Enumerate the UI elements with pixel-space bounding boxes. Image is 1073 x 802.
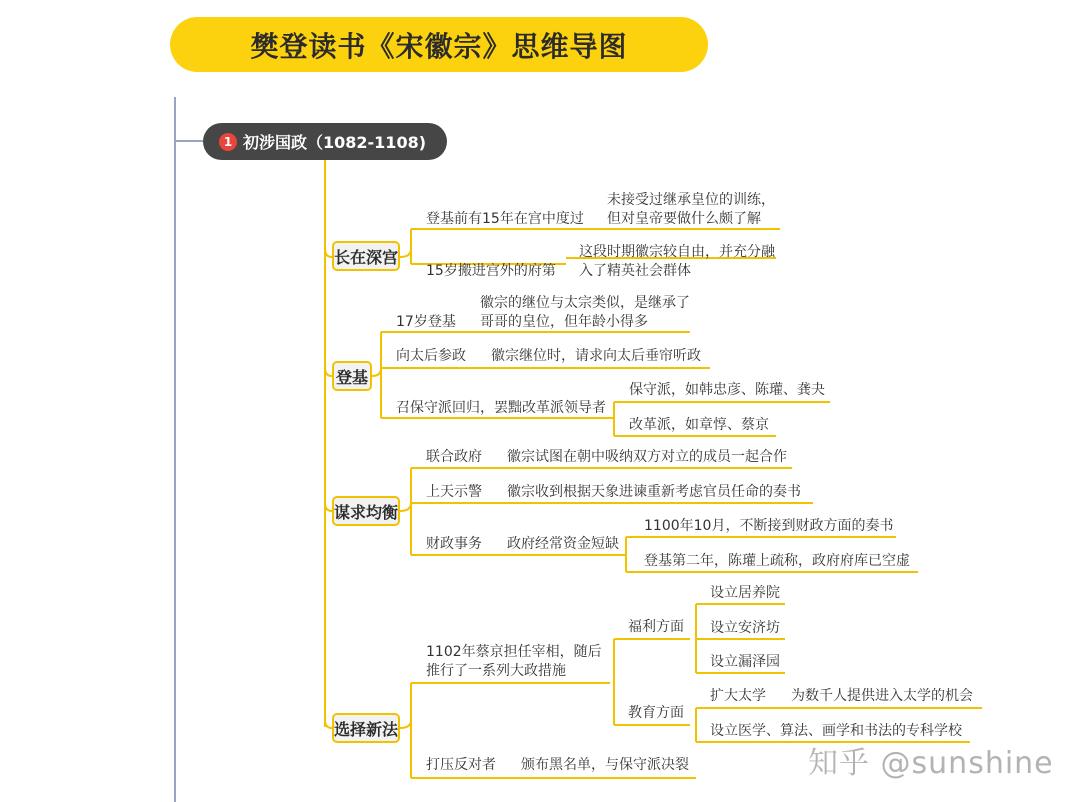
branch-node[interactable]: 登基前有15年在宫中度过	[426, 211, 584, 227]
leaf-node[interactable]: 改革派，如章惇、蔡京	[629, 417, 769, 433]
section-node-2[interactable]: 登基	[332, 361, 372, 391]
s1-box-link	[400, 249, 411, 257]
root-to-s2-link	[325, 368, 332, 376]
detail-node[interactable]: 徽宗试图在朝中吸纳双方对立的成员一起合作	[507, 449, 787, 465]
group-node[interactable]: 教育方面	[628, 705, 684, 721]
leaf-node[interactable]: 设立漏泽园	[710, 654, 780, 670]
branch-line: 推行了一系列大政措施	[426, 663, 566, 679]
detail-node[interactable]	[607, 191, 775, 229]
root-to-s3-link	[325, 503, 332, 511]
branch-node[interactable]: 上天示警	[426, 484, 482, 500]
watermark: 知乎 @sunshine	[808, 746, 1054, 781]
leaf-node[interactable]: 扩大太学	[710, 688, 766, 704]
s3-box-link	[400, 503, 411, 511]
section-node-4[interactable]: 选择新法	[332, 713, 400, 743]
root-node[interactable]	[203, 123, 447, 160]
branch-node[interactable]: 财政事务	[426, 536, 482, 552]
detail-line: 但对皇帝要做什么颇了解	[607, 211, 761, 227]
detail-node[interactable]	[480, 294, 690, 332]
branch-node[interactable]	[426, 643, 602, 681]
branch-node[interactable]: 15岁搬进宫外的府第	[426, 263, 556, 279]
root-to-s4-link	[325, 720, 332, 728]
leaf-node[interactable]: 保守派，如韩忠彦、陈瓘、龚夬	[629, 382, 825, 398]
root-to-s1-link	[325, 249, 332, 257]
number-badge-icon: 1	[219, 133, 237, 151]
section-node-3[interactable]: 谋求均衡	[332, 496, 400, 526]
branch-node[interactable]: 打压反对者	[426, 757, 496, 773]
detail-node[interactable]: 为数千人提供进入太学的机会	[791, 688, 973, 704]
leaf-node[interactable]: 设立居养院	[710, 585, 780, 601]
leaf-node[interactable]: 1100年10月，不断接到财政方面的奏书	[644, 518, 894, 534]
branch-node[interactable]: 联合政府	[426, 449, 482, 465]
detail-node[interactable]	[579, 243, 775, 281]
detail-node[interactable]: 政府经常资金短缺	[507, 536, 619, 552]
detail-line: 哥哥的皇位，但年龄小得多	[480, 314, 648, 330]
s2-box-link	[372, 368, 381, 376]
detail-node[interactable]: 颁布黑名单，与保守派决裂	[521, 757, 689, 773]
detail-line: 这段时期徽宗较自由，并充分融	[579, 244, 775, 260]
branch-node[interactable]: 召保守派回归，罢黜改革派领导者	[396, 400, 606, 416]
detail-line: 徽宗的继位与太宗类似，是继承了	[480, 295, 690, 311]
root-node-label: 初涉国政（1082-1108)	[243, 133, 427, 152]
detail-line: 未接受过继承皇位的训练，	[607, 192, 775, 208]
page-title: 樊登读书《宋徽宗》思维导图	[170, 17, 708, 72]
leaf-node[interactable]: 设立安济坊	[710, 620, 780, 636]
s4-box-link	[400, 720, 411, 728]
group-node[interactable]: 福利方面	[628, 619, 684, 635]
branch-node[interactable]: 向太后参政	[396, 348, 466, 364]
leaf-node[interactable]: 设立医学、算法、画学和书法的专科学校	[710, 723, 962, 739]
section-node-1[interactable]: 长在深宫	[332, 241, 400, 271]
leaf-node[interactable]: 登基第二年，陈瓘上疏称，政府府库已空虚	[644, 553, 910, 569]
detail-line: 入了精英社会群体	[579, 263, 691, 279]
detail-node[interactable]: 徽宗继位时，请求向太后垂帘听政	[491, 348, 701, 364]
detail-node[interactable]: 徽宗收到根据天象进谏重新考虑官员任命的奏书	[507, 484, 801, 500]
branch-node[interactable]: 17岁登基	[396, 314, 456, 330]
branch-line: 1102年蔡京担任宰相，随后	[426, 644, 602, 660]
